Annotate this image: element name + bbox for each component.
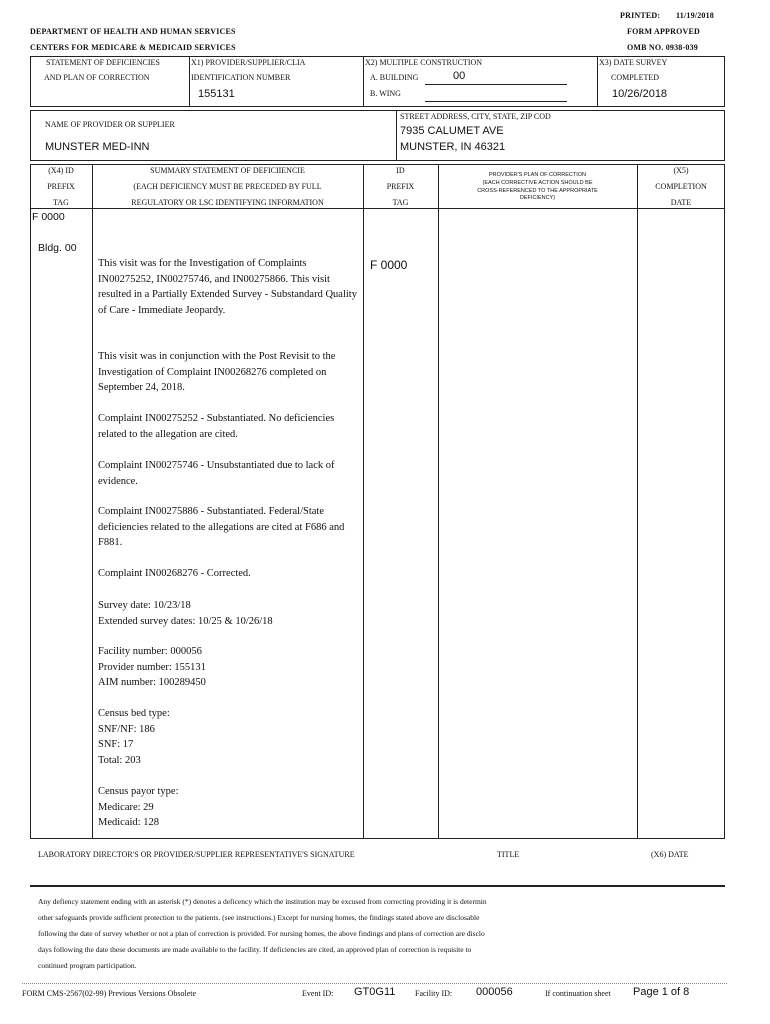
address-label: STREET ADDRESS, CITY, STATE, ZIP COD bbox=[400, 112, 551, 121]
facility-id-label: Facility ID: bbox=[415, 989, 453, 998]
event-id-value: GT0G11 bbox=[354, 986, 396, 998]
summary-paragraph-2: This visit was in conjunction with the Post Revisit to the Investigation of Complaint IN00268276 completed on September 24, 2018. bbox=[98, 351, 336, 394]
provider-name-label: NAME OF PROVIDER OR SUPPLIER bbox=[45, 120, 175, 129]
form-number: FORM CMS-2567(02-99) Previous Versions Obsolete bbox=[22, 989, 197, 998]
summary-header-2: (EACH DEFICIENCY MUST BE PRECEDED BY FULL bbox=[133, 182, 322, 191]
plan-header-4: DEFICIENCY) bbox=[519, 195, 556, 201]
x3-label-2: COMPLETED bbox=[611, 73, 659, 82]
address-city: MUNSTER, IN 46321 bbox=[400, 141, 506, 153]
footnote-line-5: continued program participation. bbox=[38, 961, 137, 970]
summary-header-3: REGULATORY OR LSC IDENTIFYING INFORMATION bbox=[131, 198, 324, 207]
wing-label: B. WING bbox=[370, 89, 401, 98]
summary-paragraph-5: Complaint IN00275886 - Substantiated. Federal/State deficiencies related to the allegations are cited at F686 and F881. bbox=[98, 506, 345, 549]
id-header-2: PREFIX bbox=[386, 182, 415, 191]
page-number: Page 1 of 8 bbox=[633, 986, 690, 998]
building-value: 00 bbox=[453, 70, 466, 82]
id-header-1: ID bbox=[396, 166, 405, 175]
summary-paragraph-10: Census payor type: Medicare: 29 Medicaid: 128 bbox=[98, 786, 179, 829]
statement-label-1: STATEMENT OF DEFICIENCIES bbox=[46, 58, 160, 67]
signature-divider bbox=[30, 885, 725, 887]
summary-header-1: SUMMARY STATEMENT OF DEFICIIENCIE bbox=[150, 166, 305, 175]
x4-header-2: PREFIX bbox=[47, 182, 75, 191]
facility-id-value: 000056 bbox=[476, 986, 513, 998]
footnote-line-3: following the date of survey whether or not a plan of correction is provided. For nursing homes, the above findings and plans of correction are disclo bbox=[38, 929, 485, 938]
id-header-3: TAG bbox=[392, 198, 409, 207]
x5-header-3: DATE bbox=[670, 198, 692, 207]
summary-paragraph-6: Complaint IN00268276 - Corrected. bbox=[98, 568, 251, 579]
omb-number: OMB NO. 0938-039 bbox=[627, 43, 698, 52]
summary-paragraph-4: Complaint IN00275746 - Unsubstantiated due to lack of evidence. bbox=[98, 460, 335, 487]
statement-label-2: AND PLAN OF CORRECTION bbox=[44, 73, 150, 82]
event-id-label: Event ID: bbox=[302, 989, 334, 998]
provider-id-number: 155131 bbox=[198, 88, 235, 100]
x2-label: X2) MULTIPLE CONSTRUCTION bbox=[365, 58, 483, 67]
plan-header-3: CROSS-REFERENCED TO THE APPROPRIATE bbox=[477, 188, 598, 194]
signature-label: LABORATORY DIRECTOR'S OR PROVIDER/SUPPLIER REPRESENTATIVE'S SIGNATURE bbox=[38, 850, 355, 859]
x5-header-1: (X5) bbox=[673, 166, 689, 175]
x4-header-3: TAG bbox=[53, 198, 69, 207]
prefix-tag: F 0000 bbox=[32, 211, 65, 223]
x1-label-2: IDENTIFICATION NUMBER bbox=[191, 73, 291, 82]
summary-paragraph-1: This visit was for the Investigation of Complaints IN00275252, IN00275746, and IN00275866. This visit resulted in a Partially Extended Survey - Substandard Quality of Care - Immediate Jeopardy. bbox=[98, 258, 357, 316]
plan-header-2: (EACH CORRECTIVE ACTION SHOULD BE bbox=[482, 180, 593, 186]
centers-name: CENTERS FOR MEDICARE & MEDICAID SERVICES bbox=[30, 43, 236, 52]
title-label: TITLE bbox=[497, 850, 520, 859]
footnote-line-1: Any defiency statement ending with an asterisk (*) denotes a deficency which the institution may be excused from correcting providing it is determin bbox=[38, 897, 487, 906]
department-name: DEPARTMENT OF HEALTH AND HUMAN SERVICES bbox=[30, 27, 236, 36]
summary-paragraph-8: Facility number: 000056 Provider number: 155131 AIM number: 100289450 bbox=[98, 646, 206, 689]
x3-label-1: X3) DATE SURVEY bbox=[599, 58, 668, 67]
building-label: A. BUILDING bbox=[370, 73, 419, 82]
address-street: 7935 CALUMET AVE bbox=[400, 125, 504, 137]
summary-paragraph-3: Complaint IN00275252 - Substantiated. No deficiencies related to the allegation are cited. bbox=[98, 413, 335, 440]
continuation-label: If continuation sheet bbox=[545, 989, 611, 998]
survey-completed-date: 10/26/2018 bbox=[612, 88, 668, 100]
provider-name: MUNSTER MED-INN bbox=[45, 141, 150, 153]
printed-label: PRINTED: bbox=[620, 11, 661, 20]
printed-date: 11/19/2018 bbox=[676, 11, 715, 20]
building-tag: Bldg. 00 bbox=[38, 242, 77, 254]
summary-paragraph-9: Census bed type: SNF/NF: 186 SNF: 17 Total: 203 bbox=[98, 708, 170, 766]
plan-header-1: PROVIDER'S PLAN OF CORRECTION bbox=[488, 172, 586, 178]
id-prefix-tag: F 0000 bbox=[370, 258, 408, 272]
x6-date-label: (X6) DATE bbox=[651, 850, 689, 859]
x4-header-1: (X4) ID bbox=[48, 166, 74, 175]
form-approved: FORM APPROVED bbox=[627, 27, 701, 36]
summary-paragraph-7: Survey date: 10/23/18 Extended survey dates: 10/25 & 10/26/18 bbox=[98, 600, 273, 627]
bottom-divider bbox=[22, 983, 727, 984]
provider-row-box bbox=[30, 110, 725, 161]
x5-header-2: COMPLETION bbox=[655, 182, 707, 191]
footnote-line-4: days following the date these documents are made available to the facility. If deficiencies are cited, an approved plan of correction is requisite to bbox=[38, 945, 472, 954]
footnote-line-2: other safeguards provide sufficient protection to the patients. (see instructions.) Except for nursing homes, the findings stated above are disclosable bbox=[38, 913, 480, 922]
x1-label-1: X1) PROVIDER/SUPPLIER/CLIA bbox=[191, 58, 306, 67]
